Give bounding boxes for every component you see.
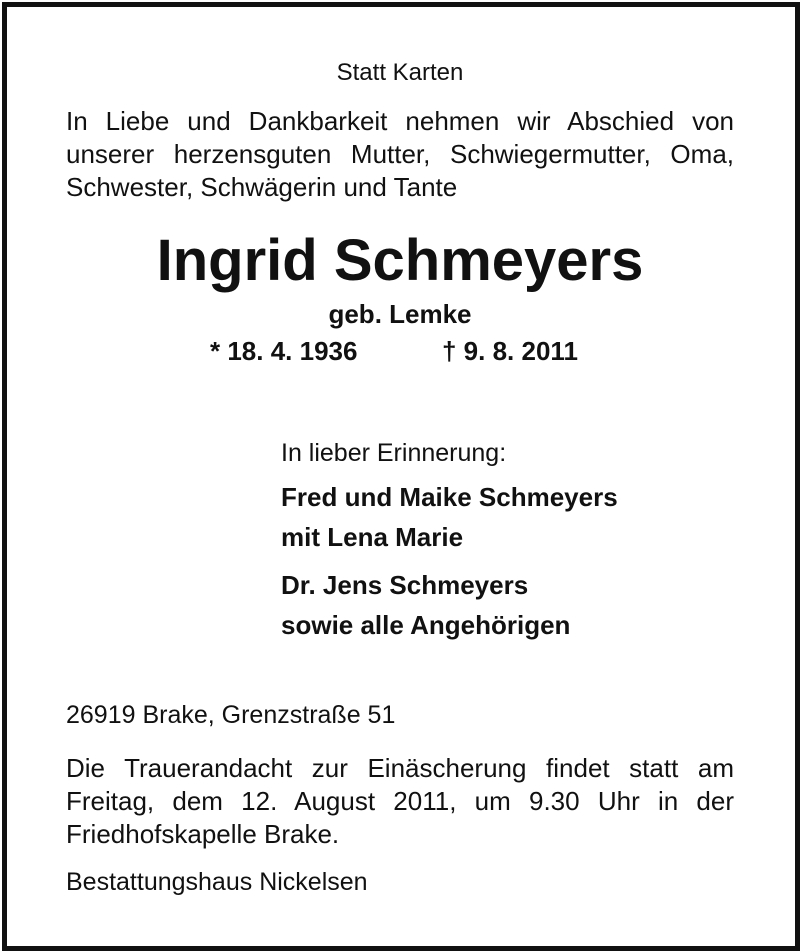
birth-date: * 18. 4. 1936 bbox=[210, 336, 358, 366]
address: 26919 Brake, Grenzstraße 51 bbox=[66, 701, 396, 729]
intro-line: In Liebe und Dankbarkeit nehmen wir Abschied von bbox=[66, 106, 734, 136]
intro-line: Schwester, Schwägerin und Tante bbox=[66, 172, 458, 202]
family-line: Dr. Jens Schmeyers bbox=[281, 570, 529, 600]
service-line: Die Trauerandacht zur Einäscherung findet statt am bbox=[66, 753, 734, 783]
family-group bbox=[281, 565, 570, 645]
service-line: Friedhofskapelle Brake. bbox=[66, 819, 340, 849]
life-dates bbox=[0, 335, 800, 369]
intro-line: unserer herzensguten Mutter, Schwiegermutter, Oma, bbox=[66, 139, 734, 169]
family-line: sowie alle Angehörigen bbox=[281, 610, 571, 640]
service-line: Freitag, dem 12. August 2011, um 9.30 Uhr in der bbox=[66, 786, 734, 816]
memory-label: In lieber Erinnerung: bbox=[281, 439, 507, 467]
header-line: Statt Karten bbox=[336, 59, 464, 86]
deceased-name: Ingrid Schmeyers bbox=[156, 228, 644, 293]
family-group bbox=[281, 477, 618, 557]
undertaker: Bestattungshaus Nickelsen bbox=[66, 868, 368, 896]
maiden-name: geb. Lemke bbox=[328, 299, 472, 329]
intro-text bbox=[66, 105, 734, 204]
family-line: mit Lena Marie bbox=[281, 522, 464, 552]
family-line: Fred und Maike Schmeyers bbox=[281, 482, 618, 512]
death-date: † 9. 8. 2011 bbox=[442, 336, 578, 366]
service-info bbox=[66, 752, 734, 851]
